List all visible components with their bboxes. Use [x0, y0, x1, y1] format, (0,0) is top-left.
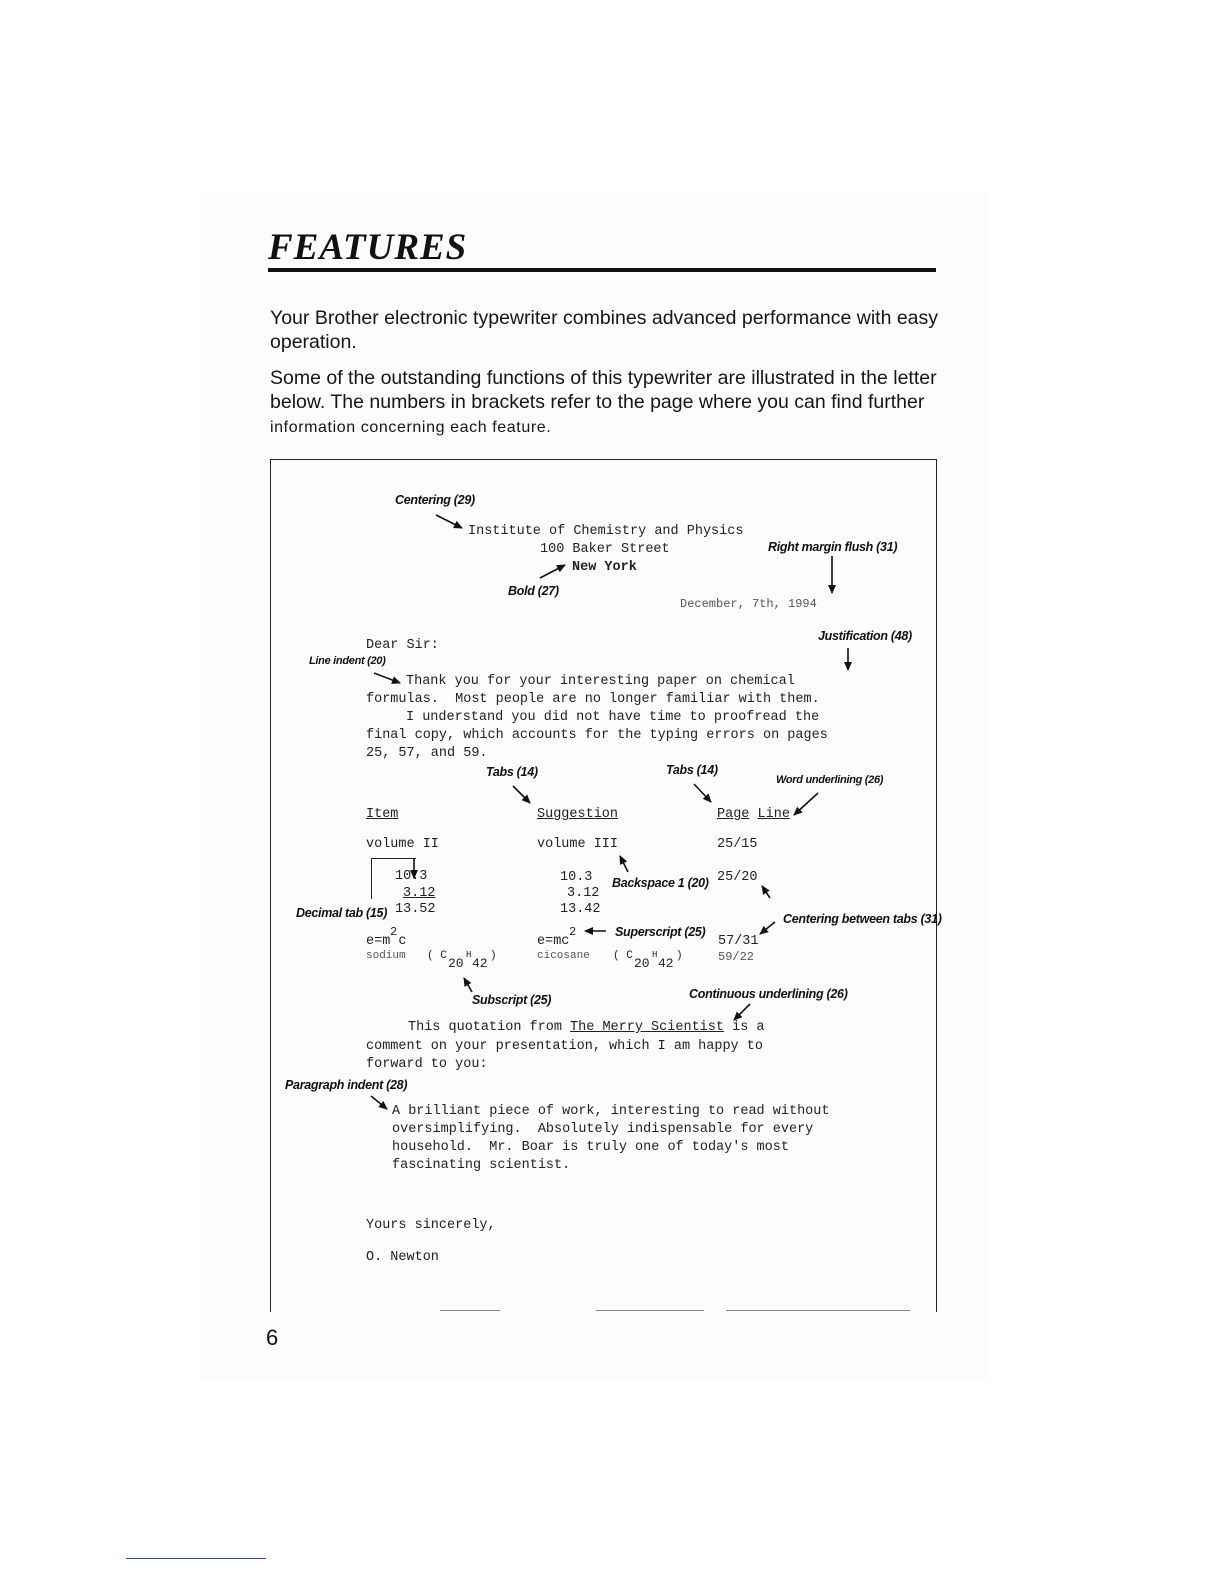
chem-1-h: H — [466, 950, 472, 960]
arrow-page-line — [762, 886, 770, 898]
chem-2-open: ( C — [613, 950, 633, 962]
quote-post: is a — [732, 1020, 765, 1035]
arrow-subscript — [464, 978, 472, 992]
table-cell-c1-r3: 3.12 — [403, 886, 436, 901]
formula-1-tail: c — [398, 934, 407, 949]
table-header-page: Page — [717, 807, 750, 822]
label-continuous-underlining: Continuous underlining (26) — [689, 987, 848, 1001]
formula-2-exponent: 2 — [569, 925, 577, 939]
page-title: FEATURES — [268, 227, 468, 268]
chem-1-sub-20: 20 — [448, 956, 464, 971]
body-line-4: final copy, which accounts for the typing errors on pages — [366, 728, 828, 743]
quote-title: The Merry Scientist — [570, 1020, 724, 1035]
table-header-line: Line — [757, 807, 790, 822]
label-decimal-tab: Decimal tab (15) — [296, 906, 388, 920]
intro-paragraph-2-main: Some of the outstanding functions of this typewriter are illustrated in the letter below. The numbers in brackets refer to the page where you can find further — [270, 367, 937, 413]
body-line-3: I understand you did not have time to proofread the — [406, 710, 820, 725]
body-line-5: 25, 57, and 59. — [366, 746, 488, 761]
chem-2-sub-20: 20 — [634, 956, 650, 971]
label-line-indent: Line indent (20) — [309, 655, 386, 667]
arrow-bold — [540, 565, 565, 578]
table-cell-c1-r1: volume II — [366, 837, 439, 852]
letter-salutation: Dear Sir: — [366, 638, 439, 653]
table-header-item: Item — [366, 807, 399, 822]
arrow-continuous-underlining — [734, 1004, 750, 1020]
label-tabs-2: Tabs (14) — [666, 763, 718, 777]
label-centering: Centering (29) — [395, 493, 475, 507]
arrow-word-underlining — [794, 793, 818, 815]
quote-line-2: comment on your presentation, which I am happy to — [366, 1039, 763, 1054]
formula-1-base: e=m — [366, 934, 391, 949]
indent-line-3: household. Mr. Boar is truly one of today's most — [392, 1140, 789, 1155]
label-paragraph-indent: Paragraph indent (28) — [285, 1078, 408, 1092]
letter-closing: Yours sincerely, — [366, 1218, 496, 1233]
footer-link-line — [126, 1558, 266, 1559]
arrow-backspace — [620, 856, 628, 872]
letter-street: 100 Baker Street — [540, 542, 670, 557]
formula-1-exponent: 2 — [390, 925, 398, 939]
intro-paragraph-1: Your Brother electronic typewriter combines advanced performance with easy operation. — [270, 307, 939, 353]
chem-2-name: cicosane — [537, 950, 590, 962]
arrow-paragraph-indent — [371, 1096, 387, 1109]
letter-date: December, 7th, 1994 — [680, 597, 817, 611]
label-tabs-1: Tabs (14) — [486, 765, 538, 779]
indent-line-1: A brilliant piece of work, interesting to read without — [392, 1104, 830, 1119]
chem-1-name: sodium — [366, 950, 406, 962]
table-cell-c3-r4: 59/22 — [718, 950, 755, 964]
body-line-1: Thank you for your interesting paper on chemical — [406, 674, 795, 689]
label-backspace: Backspace 1 (20) — [612, 876, 709, 890]
table-cell-c2-r2: 10.3 — [560, 870, 593, 885]
table-cell-c1-r4: 13.52 — [395, 902, 436, 917]
arrow-tabs-2 — [694, 784, 711, 802]
arrow-centering — [436, 515, 462, 528]
quote-pre: This quotation from — [408, 1020, 562, 1035]
table-cell-c2-r1: volume III — [537, 837, 619, 852]
table-cell-c2-r4: 13.42 — [560, 902, 601, 917]
indent-line-2: oversimplifying. Absolutely indispensable for every — [392, 1122, 814, 1137]
intro-paragraph-2-tail: information concerning each feature. — [270, 419, 552, 436]
chem-1-open: ( C — [427, 950, 447, 962]
page-number: 6 — [266, 1325, 279, 1350]
label-right-margin-flush: Right margin flush (31) — [768, 540, 898, 554]
arrow-line-indent — [374, 673, 400, 683]
quote-line-3: forward to you: — [366, 1057, 488, 1072]
label-word-underlining: Word underlining (26) — [776, 774, 884, 786]
chem-1-close: ) — [490, 950, 497, 962]
label-superscript: Superscript (25) — [615, 925, 706, 939]
table-cell-c1-r2: 10.3 — [395, 869, 428, 884]
arrow-tabs-1 — [513, 786, 530, 803]
formula-2-base: e=mc — [537, 934, 570, 949]
label-bold: Bold (27) — [508, 584, 559, 598]
table-cell-c2-r3: 3.12 — [567, 886, 600, 901]
letter-signature: O. Newton — [366, 1250, 439, 1265]
chem-2-sub-42: 42 — [658, 956, 674, 971]
label-subscript: Subscript (25) — [472, 993, 552, 1007]
table-cell-c3-r1: 25/15 — [717, 837, 758, 852]
body-line-2: formulas. Most people are no longer familiar with them. — [366, 692, 820, 707]
letter-institute: Institute of Chemistry and Physics — [468, 524, 744, 539]
table-header-suggestion: Suggestion — [537, 807, 619, 822]
indent-line-4: fascinating scientist. — [392, 1158, 571, 1173]
label-justification: Justification (48) — [818, 629, 912, 643]
table-cell-c3-r3: 57/31 — [718, 934, 759, 949]
table-cell-c3-r2: 25/20 — [717, 870, 758, 885]
chem-2-h: H — [652, 950, 658, 960]
label-centering-between-tabs: Centering between tabs (31) — [783, 912, 942, 926]
arrow-centering-between-tabs — [760, 922, 775, 934]
chem-1-sub-42: 42 — [472, 956, 488, 971]
chem-2-close: ) — [676, 950, 683, 962]
letter-city: New York — [572, 560, 637, 575]
